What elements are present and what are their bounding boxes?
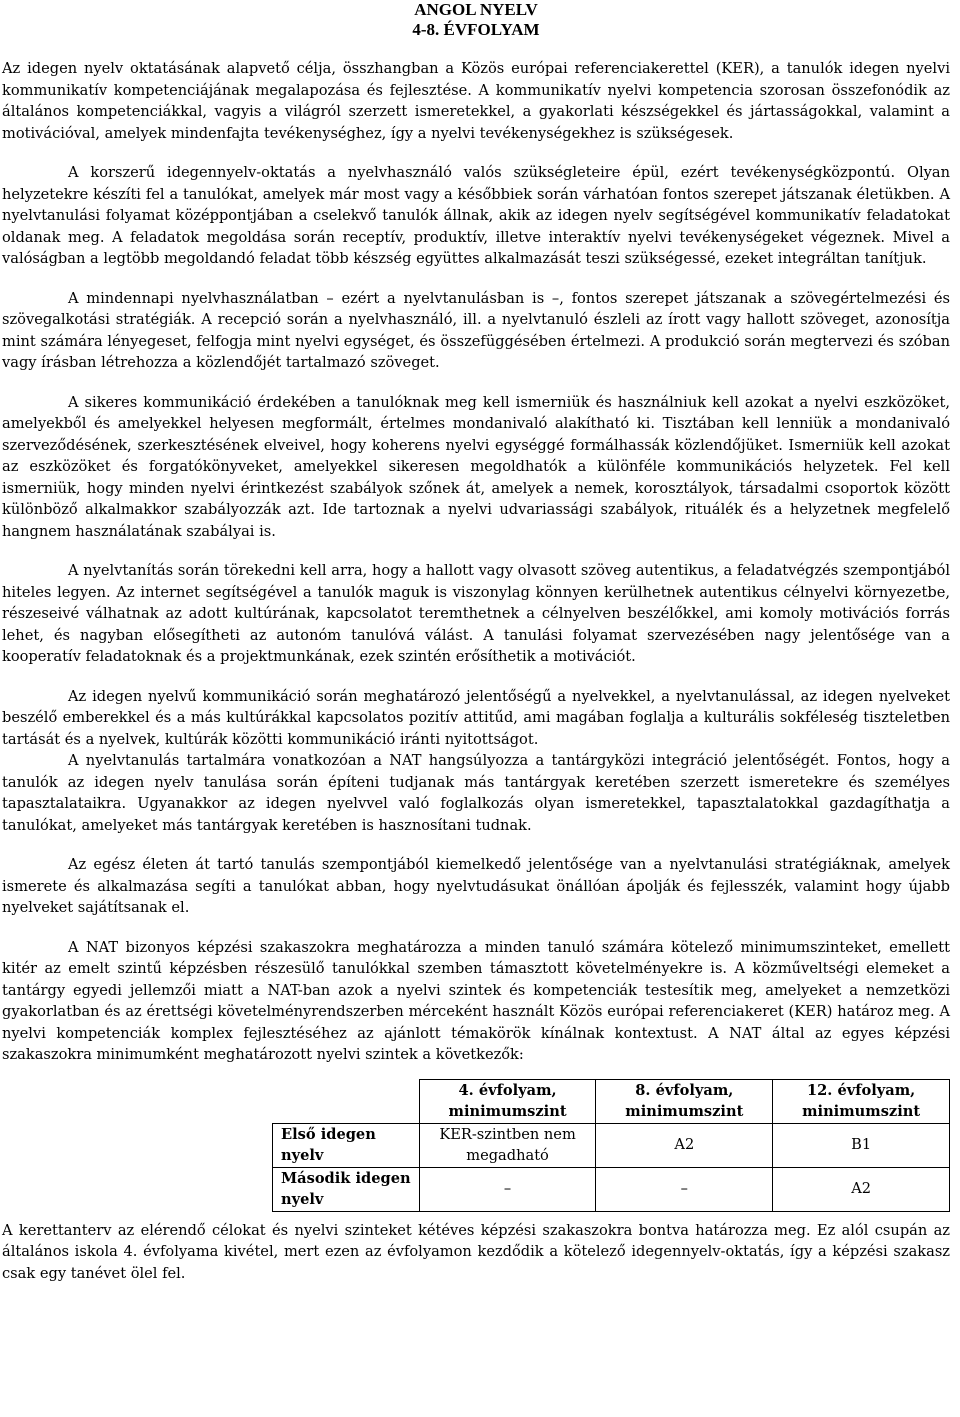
table-cell: A2 bbox=[596, 1123, 773, 1167]
paragraph: Az egész életen át tartó tanulás szempontjából kiemelkedő jelentősége van a nyelvtanulási stratégiáknak, amelyek ismerete és alkalmazása segíti a tanulókat abban, hogy nyelvtudásukat önállóan ápolják és fejlesszék, valamint hogy újabb nyelveket sajátítsanak el. bbox=[2, 856, 950, 916]
language-levels-table bbox=[272, 1079, 950, 1212]
table-header-row bbox=[273, 1079, 950, 1123]
paragraph: A sikeres kommunikáció érdekében a tanulóknak meg kell ismerniük és használniuk kell azokat a nyelvi eszközöket, amelyekből és amelyekkel helyesen megformált, értelmes mondanivaló alakítható ki. Tisztában kell lenniük a mondanivaló szerveződésének, szerkesztésének elveivel, hogy koherens nyelvi egységgé formálhassák közlendőjüket. Ismerniük kell azokat az eszközöket és forgatókönyveket, amelyekkel sikeresen megoldhatók a különféle kommunikációs helyzetek. Fel kell ismerniük, hogy minden nyelvi érintkezést szabályok szőnek át, amelyek a nemek, korosztályok, társadalmi csoportok között különböző alkalmakkor szabályozzák azt. Ide tartoznak a nyelvi udvariassági szabályok, rituálék és a helyzetnek megfelelő hangnem használatának szabályai is. bbox=[2, 393, 950, 540]
row-header: Első idegen nyelv bbox=[273, 1123, 420, 1167]
table-corner-cell bbox=[273, 1079, 420, 1123]
table-cell: – bbox=[596, 1167, 773, 1211]
table-cell: B1 bbox=[773, 1123, 950, 1167]
title-block bbox=[2, 0, 950, 40]
paragraph: A nyelvtanulás tartalmára vonatkozóan a NAT hangsúlyozza a tantárgyközi integráció jelentőségét. Fontos, hogy a tanulók az idegen nyelv tanulása során építeni tudjanak más tantárgyak keretében szerzett ismeretekre és személyes tapasztalataikra. Ugyanakkor az idegen nyelvvel való foglalkozás olyan ismeretekkel, tapasztalatokkal gazdagíthatja a tanulókat, amelyeket más tantárgyak keretében is hasznosítani tudnak. bbox=[2, 752, 950, 834]
table-row bbox=[273, 1123, 950, 1167]
column-header: 8. évfolyam, minimumszint bbox=[596, 1079, 773, 1123]
column-header: 12. évfolyam, minimumszint bbox=[773, 1079, 950, 1123]
document-title: ANGOL NYELV bbox=[414, 0, 538, 19]
table-cell: KER-szintben nem megadható bbox=[419, 1123, 596, 1167]
row-header: Második idegen nyelv bbox=[273, 1167, 420, 1211]
document-subtitle: 4-8. ÉVFOLYAM bbox=[412, 20, 540, 39]
column-header: 4. évfolyam, minimumszint bbox=[419, 1079, 596, 1123]
table-cell: – bbox=[419, 1167, 596, 1211]
paragraph-intro: Az idegen nyelv oktatásának alapvető célja, összhangban a Közös európai referenciakerettel (KER), a tanulók idegen nyelvi kommunikatív kompetenciájának megalapozása és fejlesztése. A kommunikatív nyelvi kompetencia szorosan összefonódik az általános kompetenciákkal, vagyis a világról szerzett ismeretekkel, a gyakorlati készségekkel és jártasságokkal, valamint a motivációval, amelyek mindenfajta tevékenységhez, így a nyelvi tevékenységekhez is szükségesek. bbox=[2, 60, 950, 142]
paragraph-closing: A kerettanterv az elérendő célokat és nyelvi szinteket kétéves képzési szakaszokra bontva határozza meg. Ez alól csupán az általános iskola 4. évfolyama kivétel, mert ezen az évfolyamon kezdődik a kötelező idegennyelv-oktatás, így a képzési szakasz csak egy tanévet ölel fel. bbox=[2, 1221, 950, 1282]
table-row bbox=[273, 1167, 950, 1211]
paragraph: A mindennapi nyelvhasználatban – ezért a nyelvtanulásban is –, fontos szerepet játszanak a szövegértelmezési és szövegalkotási stratégiák. A recepció során a nyelvhasználó, ill. a nyelvtanuló észleli az írott vagy hallott szöveget, azonosítja mint számára lényegeset, felfogja mint nyelvi egységet, és összefüggésében értelmezi. A produkció során megtervezi és szóban vagy írásban létrehozza a közlendőjét tartalmazó szöveget. bbox=[2, 289, 950, 371]
paragraph: Az idegen nyelvű kommunikáció során meghatározó jelentőségű a nyelvekkel, a nyelvtanulással, az idegen nyelveket beszélő emberekkel és a más kultúrákkal kapcsolatos pozitív attitűd, ami magában foglalja a kulturális sokféleség tiszteletben tartását és a nyelvek, kultúrák közötti kommunikáció iránti nyitottságot. bbox=[2, 687, 950, 748]
paragraph: A korszerű idegennyelv-oktatás a nyelvhasználó valós szükségleteire épül, ezért tevékenységközpontú. Olyan helyzetekre készíti fel a tanulókat, amelyek már most vagy a későbbiek során várhatóan fontos szerepet játszanak életükben. A nyelvtanulási folyamat középpontjában a cselekvő tanulók állnak, akik az idegen nyelv segítségével kommunikatív feladatokat oldanak meg. A feladatok megoldása során receptív, produktív, illetve interaktív nyelvi tevékenységeket végeznek. Mivel a valóságban a legtöbb megoldandó feladat több készség együttes alkalmazását teszi szükségessé, ezeket integráltan tanítjuk. bbox=[2, 164, 950, 267]
table-cell: A2 bbox=[773, 1167, 950, 1211]
paragraph: A NAT bizonyos képzési szakaszokra meghatározza a minden tanuló számára kötelező minimumszinteket, emellett kitér az emelt szintű képzésben részesülő tanulókkal szemben támasztott követelményekre is. A közműveltségi elemeket a tantárgy egyedi jellemzői miatt a NAT-ban azok a nyelvi szintek és kompetenciák testesítik meg, amelyeket a nemzetközi gyakorlatban és az érettségi követelményrendszerben mérceként használt Közös európai referenciakeret (KER) határoz meg. A nyelvi kompetenciák komplex fejlesztéséhez az ajánlott témakörök kínálnak kontextust. A NAT által az egyes képzési szakaszokra minimumként meghatározott nyelvi szintek a következők: bbox=[2, 938, 950, 1063]
paragraph: A nyelvtanítás során törekedni kell arra, hogy a hallott vagy olvasott szöveg autentikus, a feladatvégzés szempontjából hiteles legyen. Az internet segítségével a tanulók maguk is viszonylag könnyen kerülhetnek autentikus célnyelvi környezetbe, részeseivé válhatnak az adott kultúrának, kapcsolatot teremthetnek a célnyelven beszélőkkel, ami komoly motivációs forrás lehet, és nagyban elősegítheti az autonóm tanulóvá válást. A tanulási folyamat szervezésében nagy jelentősége van a kooperatív feladatoknak és a projektmunkának, ezek szintén erősíthetik a motivációt. bbox=[2, 562, 950, 665]
